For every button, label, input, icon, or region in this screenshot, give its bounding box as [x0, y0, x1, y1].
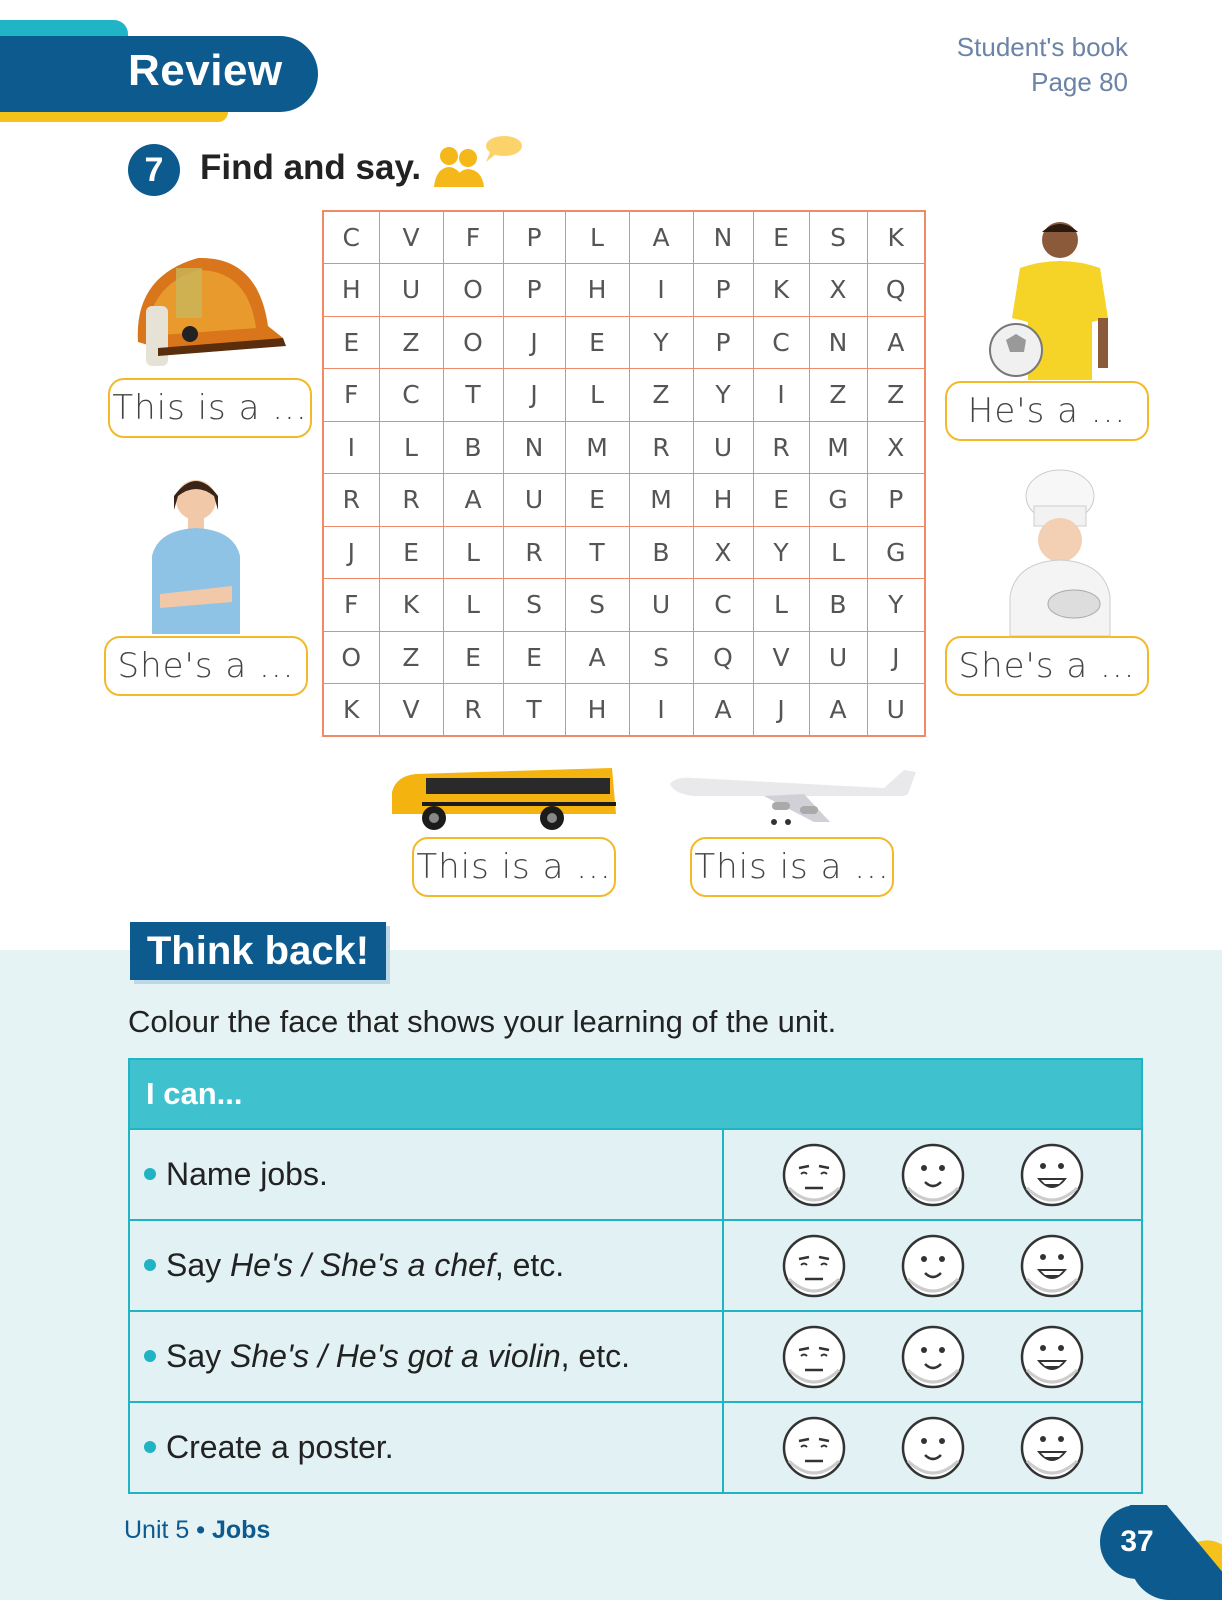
can-do-statement — [129, 1129, 723, 1220]
grid-letter[interactable]: L — [565, 211, 629, 264]
grid-letter[interactable]: E — [565, 474, 629, 527]
grid-letter[interactable]: E — [753, 211, 809, 264]
statement-suffix: , etc. — [560, 1338, 630, 1374]
faces-cell — [723, 1129, 1142, 1220]
statement-text: Say — [166, 1247, 231, 1283]
meh-face-icon[interactable] — [781, 1415, 847, 1481]
grid-letter[interactable]: H — [693, 474, 753, 527]
helmet-label: This is a ... — [108, 378, 312, 438]
grid-letter[interactable]: B — [629, 526, 693, 579]
footer-unit — [124, 1516, 270, 1545]
grid-letter[interactable]: J — [323, 526, 379, 579]
grid-letter[interactable]: P — [503, 211, 565, 264]
grid-letter[interactable]: M — [809, 421, 867, 474]
grid-letter[interactable]: U — [809, 631, 867, 684]
happy-face-icon[interactable] — [1019, 1142, 1085, 1208]
grid-letter[interactable]: P — [503, 264, 565, 317]
grid-letter[interactable]: I — [323, 421, 379, 474]
statement-text: Name jobs. — [166, 1156, 328, 1192]
grid-letter[interactable]: V — [753, 631, 809, 684]
grid-letter[interactable]: O — [443, 316, 503, 369]
grid-letter[interactable]: C — [323, 211, 379, 264]
happy-face-icon[interactable] — [1019, 1233, 1085, 1299]
activity-number: 7 — [128, 144, 180, 196]
grid-letter[interactable]: U — [629, 579, 693, 632]
grid-letter[interactable]: J — [867, 631, 925, 684]
ok-face-icon[interactable] — [900, 1233, 966, 1299]
grid-letter[interactable]: S — [629, 631, 693, 684]
grid-letter[interactable]: I — [629, 264, 693, 317]
grid-letter[interactable]: O — [443, 264, 503, 317]
grid-letter[interactable]: E — [565, 316, 629, 369]
statement-suffix: , etc. — [494, 1247, 565, 1283]
grid-letter[interactable]: Z — [867, 369, 925, 422]
grid-letter[interactable]: Y — [753, 526, 809, 579]
book-reference — [957, 30, 1128, 100]
plane-label: This is a ... — [690, 837, 894, 897]
grid-row — [323, 421, 925, 474]
grid-letter[interactable]: R — [323, 474, 379, 527]
grid-letter[interactable]: Y — [693, 369, 753, 422]
grid-letter[interactable]: S — [809, 211, 867, 264]
grid-letter[interactable]: N — [503, 421, 565, 474]
chef-label: She's a ... — [945, 636, 1149, 696]
grid-letter[interactable]: I — [753, 369, 809, 422]
grid-letter[interactable]: X — [693, 526, 753, 579]
grid-letter[interactable]: Q — [693, 631, 753, 684]
grid-letter[interactable]: O — [323, 631, 379, 684]
statement-example: She's / He's got a violin — [230, 1338, 561, 1374]
grid-letter[interactable]: U — [379, 264, 443, 317]
grid-letter[interactable]: A — [565, 631, 629, 684]
grid-letter[interactable]: R — [753, 421, 809, 474]
statement-text: Say — [166, 1338, 231, 1374]
grid-row — [323, 264, 925, 317]
grid-letter[interactable]: L — [809, 526, 867, 579]
grid-letter[interactable]: N — [809, 316, 867, 369]
grid-row — [323, 579, 925, 632]
grid-letter[interactable]: J — [503, 316, 565, 369]
grid-letter[interactable]: S — [565, 579, 629, 632]
book-page: Page 80 — [1031, 67, 1128, 97]
grid-letter[interactable]: E — [753, 474, 809, 527]
ok-face-icon[interactable] — [900, 1142, 966, 1208]
faces-cell — [723, 1220, 1142, 1311]
grid-row — [323, 526, 925, 579]
page-title: Review — [128, 46, 283, 95]
grid-letter[interactable]: F — [323, 369, 379, 422]
grid-letter[interactable]: T — [565, 526, 629, 579]
grid-letter[interactable]: K — [323, 684, 379, 737]
grid-row — [323, 211, 925, 264]
grid-letter[interactable]: G — [809, 474, 867, 527]
grid-letter[interactable]: Z — [379, 316, 443, 369]
think-back-title: Think back! — [130, 922, 386, 980]
grid-letter[interactable]: Z — [379, 631, 443, 684]
grid-letter[interactable]: M — [565, 421, 629, 474]
grid-letter[interactable]: S — [503, 579, 565, 632]
grid-letter[interactable]: N — [693, 211, 753, 264]
grid-letter[interactable]: C — [379, 369, 443, 422]
statement-example: He's / She's a chef — [230, 1247, 495, 1283]
grid-letter[interactable]: F — [443, 211, 503, 264]
grid-letter[interactable]: U — [503, 474, 565, 527]
grid-letter[interactable]: V — [379, 211, 443, 264]
grid-letter[interactable]: L — [753, 579, 809, 632]
unit-name: Jobs — [211, 1516, 271, 1544]
grid-letter[interactable]: R — [629, 421, 693, 474]
grid-letter[interactable]: Q — [867, 264, 925, 317]
statement-text: Create a poster. — [166, 1429, 394, 1465]
grid-letter[interactable]: L — [565, 369, 629, 422]
grid-letter[interactable]: Y — [867, 579, 925, 632]
grid-letter[interactable]: L — [443, 526, 503, 579]
grid-letter[interactable]: H — [323, 264, 379, 317]
grid-letter[interactable]: V — [379, 684, 443, 737]
grid-letter[interactable]: B — [809, 579, 867, 632]
bullet-icon — [144, 1350, 156, 1362]
grid-letter[interactable]: R — [379, 474, 443, 527]
bullet-icon — [144, 1259, 156, 1271]
grid-row — [323, 474, 925, 527]
grid-letter[interactable]: X — [809, 264, 867, 317]
grid-letter[interactable]: P — [867, 474, 925, 527]
grid-letter[interactable]: L — [443, 579, 503, 632]
grid-letter[interactable]: L — [379, 421, 443, 474]
grid-letter[interactable]: E — [443, 631, 503, 684]
grid-letter[interactable]: T — [503, 684, 565, 737]
happy-face-icon[interactable] — [1019, 1415, 1085, 1481]
grid-letter[interactable]: Z — [629, 369, 693, 422]
grid-letter[interactable]: J — [753, 684, 809, 737]
grid-letter[interactable]: K — [867, 211, 925, 264]
unit-separator: • — [196, 1516, 206, 1544]
grid-letter[interactable]: C — [753, 316, 809, 369]
school-bus-icon — [386, 762, 620, 832]
grid-letter[interactable]: C — [693, 579, 753, 632]
nurse-label: She's a ... — [104, 636, 308, 696]
happy-face-icon[interactable] — [1019, 1324, 1085, 1390]
unit-number: Unit 5 — [124, 1516, 190, 1544]
grid-letter[interactable]: U — [867, 684, 925, 737]
think-back-instruction: Colour the face that shows your learning of the unit. — [128, 1004, 837, 1039]
faces-cell — [723, 1311, 1142, 1402]
table-header: I can... — [129, 1059, 1142, 1129]
grid-letter[interactable]: I — [629, 684, 693, 737]
grid-letter[interactable]: J — [503, 369, 565, 422]
grid-letter[interactable]: X — [867, 421, 925, 474]
firefighter-helmet-icon — [118, 246, 288, 374]
grid-letter[interactable]: A — [443, 474, 503, 527]
grid-row — [323, 369, 925, 422]
grid-letter[interactable]: E — [323, 316, 379, 369]
grid-letter[interactable]: H — [565, 684, 629, 737]
grid-letter[interactable]: T — [443, 369, 503, 422]
grid-letter[interactable]: A — [693, 684, 753, 737]
grid-letter[interactable]: Y — [629, 316, 693, 369]
footballer-boy-icon — [980, 218, 1130, 380]
nurse-icon — [140, 466, 248, 634]
grid-row — [323, 684, 925, 737]
footballer-label: He's a ... — [945, 381, 1149, 441]
page-number: 37 — [1100, 1505, 1174, 1579]
grid-letter[interactable]: U — [693, 421, 753, 474]
ok-face-icon[interactable] — [900, 1324, 966, 1390]
bullet-icon — [144, 1168, 156, 1180]
grid-letter[interactable]: K — [753, 264, 809, 317]
grid-letter[interactable]: A — [809, 684, 867, 737]
pair-work-icon — [432, 132, 522, 192]
grid-letter[interactable]: B — [443, 421, 503, 474]
table-row — [129, 1402, 1142, 1493]
grid-letter[interactable]: P — [693, 264, 753, 317]
book-label: Student's book — [956, 32, 1128, 62]
meh-face-icon[interactable] — [781, 1324, 847, 1390]
grid-letter[interactable]: E — [379, 526, 443, 579]
grid-letter[interactable]: E — [503, 631, 565, 684]
grid-letter[interactable]: A — [867, 316, 925, 369]
grid-letter[interactable]: A — [629, 211, 693, 264]
grid-letter[interactable]: K — [379, 579, 443, 632]
can-do-statement — [129, 1220, 723, 1311]
grid-letter[interactable]: F — [323, 579, 379, 632]
meh-face-icon[interactable] — [781, 1142, 847, 1208]
table-row — [129, 1129, 1142, 1220]
grid-row — [323, 316, 925, 369]
table-row — [129, 1220, 1142, 1311]
chef-girl-icon — [990, 466, 1130, 636]
meh-face-icon[interactable] — [781, 1233, 847, 1299]
grid-letter[interactable]: M — [629, 474, 693, 527]
grid-letter[interactable]: R — [503, 526, 565, 579]
grid-letter[interactable]: P — [693, 316, 753, 369]
self-assessment-table — [128, 1058, 1143, 1494]
grid-row — [323, 631, 925, 684]
table-row — [129, 1311, 1142, 1402]
activity-title: Find and say. — [200, 148, 422, 187]
grid-letter[interactable]: H — [565, 264, 629, 317]
grid-letter[interactable]: G — [867, 526, 925, 579]
airplane-icon — [664, 766, 920, 828]
grid-letter[interactable]: R — [443, 684, 503, 737]
can-do-statement — [129, 1402, 723, 1493]
word-search-grid — [322, 210, 926, 737]
faces-cell — [723, 1402, 1142, 1493]
can-do-statement — [129, 1311, 723, 1402]
ok-face-icon[interactable] — [900, 1415, 966, 1481]
grid-letter[interactable]: Z — [809, 369, 867, 422]
bus-label: This is a ... — [412, 837, 616, 897]
bullet-icon — [144, 1441, 156, 1453]
